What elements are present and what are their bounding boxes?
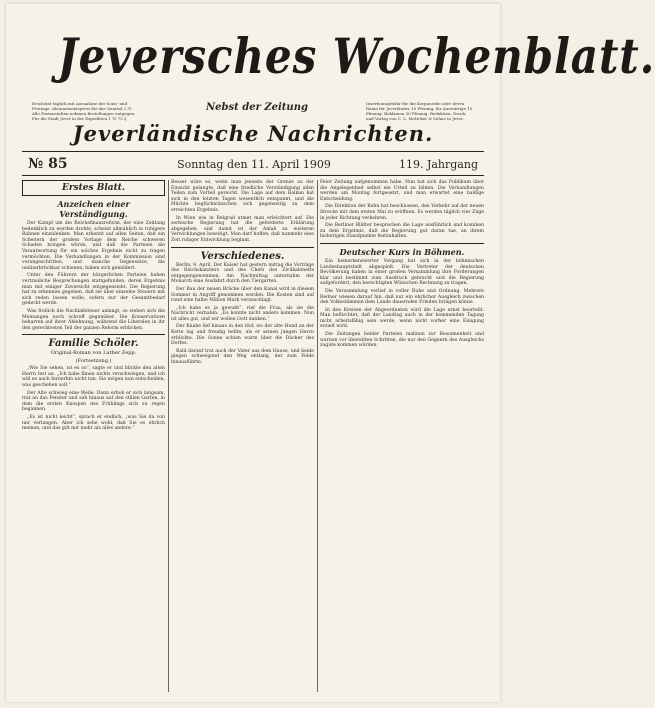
serial-heading: Familie Schöler. [48,338,139,350]
column-divider [168,180,169,692]
serial-paragraph: „Es ist nicht leicht“, sprach er endlich, „was Sie da von mir verlangen. Aber ich sehe wohl, daß Sie es ehrlich meinen, und das gilt mir mehr als alles andere.“ [22,415,165,432]
newspaper-page [6,4,655,702]
article-paragraph: Besser wäre es, wenn man jenseits der Grenze zu der Einsicht gelangte, daß eine friedliche Verständigung allen Teilen zum Vorteil gereicht. Die Lage auf dem Balkan hat sich in den letzten Tagen wesentlich entspannt, und die Mächte beglückwünschen sich gegenseitig zu dem erreichten Ergebnis. [171,180,314,213]
issue-year: 119. Jahrgang [398,158,478,171]
issue-rule [22,175,484,176]
section-box-heading: Erstes Blatt. [22,180,165,196]
news-paragraph: Bald darauf trat auch der Vater aus dem Hause, und beide gingen schweigend den Weg entlang, der zum Felde hinausführte. [171,348,314,366]
masthead-tagline: Nebst der Zeitung [206,102,308,113]
column-1 [22,180,165,692]
news-paragraph: Der Bau der neuen Brücke über den Kanal wird in diesem Sommer in Angriff genommen werden. Die Kosten sind auf rund eine halbe Million Mark veranschlagt. [171,286,314,304]
article-paragraph: In den Kreisen der Abgeordneten wird die Lage ernst beurteilt. Man befürchtet, daß der Landtag auch in der kommenden Tagung nicht arbeitsfähig sein werde, wenn nicht vorher eine Einigung erzielt wird. [320,307,484,330]
article-heading: Anzeichen einer Verständigung. [57,199,130,219]
article-paragraph: Die Zeitungen beider Parteien mahnen zur Besonnenheit und warnen vor übereilten Schritten, die nur den Gegnern des Ausgleichs zugute kommen würden. [320,332,484,349]
article-paragraph: Die Berliner Blätter besprechen die Lage ausführlich und kommen zu dem Ergebnis, daß die Regierung gut daran tue, an ihrem bisherigen Standpunkte festzuhalten. [320,223,484,240]
issue-date: Sonntag den 11. April 1909 [177,158,331,171]
article-paragraph: Was freilich die Nachlaßsteuer anlangt, so stehen sich die Meinungen noch schroff gegenüber. Die Konservativen beharren auf ihrer Ablehnung, während die Liberalen in ihr den gerechtesten Teil der ganzen Reform erblicken. [22,308,165,331]
article-paragraph: Der Kampf um die Reichsfinanzreform, der eine Zeitlang bedenklich zu werden drohte, scheint allmählich in ruhigere Bahnen einzulenken. Man erkennt auf allen Seiten, daß ein Scheitern der großen Vorlage dem Reiche schweren Schaden bringen würde, und daß die Parteien die Verantwortung für ein solches Ergebnis nicht zu tragen vermöchten. Die Verhandlungen in der Kommission sind vorangeschritten, und manche Gegensätze, die unüberbrückbar schienen, haben sich gemildert. [22,221,165,271]
article-paragraph: Die Versammlung verlief in voller Ruhe und Ordnung. Mehrere Redner wiesen darauf hin, daß nur ein ehrlicher Ausgleich zwischen den Volksstämmen dem Lande dauernden Frieden bringen könne. [320,288,484,306]
column-divider [317,180,318,692]
article-paragraph: Ein bemerkenswerter Vorgang hat sich in der böhmischen Landeshauptstadt abgespielt. Die Vertreter der deutschen Bevölkerung haben in einer großen Versammlung ihre Forderungen klar und bestimmt zum Ausdruck gebracht und die Regierung aufgefordert, den berechtigten Wünschen Rechnung zu tragen. [320,258,484,287]
column-3 [320,180,484,692]
section-heading: Verschiedenes. [200,250,285,262]
article-paragraph: Unter den Führern der bürgerlichen Parteien haben vertrauliche Besprechungen stattgefunden, deren Ergebnis man mit einiger Zuversicht entgegensieht. Die Regierung hat zu erkennen gegeben, daß sie über einzelne Steuern mit sich reden lassen wolle, sofern nur der Gesamtbedarf gedeckt werde. [22,273,165,307]
newspaper-masthead: Jeversches Wochenblatt. [57,27,655,85]
column-2 [171,180,314,692]
subscription-notice: Erscheint täglich mit Ausnahme der Sonn- und Festtage. Abonnementspreis für das Quartal 2 ℳ. Alle Postanstalten nehmen Bestellungen entgegen. Für die Stadt Jever in der Expedition 1 ℳ 75 ₰. [32,101,136,121]
serial-paragraph: Der Alte schwieg eine Weile. Dann erhob er sich langsam, trat an das Fenster und sah hinaus auf den stillen Garten, in dem die ersten Knospen des Frühlings sich zu regen begannen. [22,390,165,413]
article-paragraph: Feier Zeitung aufgenommen habe. Nun hat sich das Publikum über die Angelegenheit selbst ein Urteil zu bilden. Die Verhandlungen werden am Montag fortgesetzt, und man erwartet eine baldige Entscheidung. [320,180,484,202]
serial-byline: Original-Roman von Luther Zepp. [50,350,137,357]
issue-info-row [28,156,478,176]
top-rule [22,151,484,152]
section-separator [22,334,165,335]
article-heading: Deutscher Kurs in Böhmen. [339,246,465,257]
article-paragraph: In Wien wie in Belgrad atmet man erleichtert auf. Die serbische Regierung hat die geforderte Erklärung abgegeben, und damit ist der Anlaß zu weiteren Verwicklungen beseitigt. Man darf hoffen, daß nunmehr eine Zeit ruhiger Entwicklung beginnt. [171,215,314,243]
article-paragraph: Die Direktion der Bahn hat beschlossen, den Verkehr auf der neuen Strecke mit dem ersten Mai zu eröffnen. Es werden täglich vier Züge in jeder Richtung verkehren. [320,204,484,221]
section-separator [320,243,484,244]
news-paragraph: „Ich habe es ja gewußt“, rief die Frau, als sie die Nachricht vernahm. „Es konnte nicht anders kommen. Nun ist alles gut, und wir wollen Gott danken.“ [171,305,314,322]
news-paragraph: Der Knabe lief hinaus in den Hof, wo der alte Hund an der Kette lag und freudig bellte, als er seinen jungen Herrn erblickte. Die Sonne schien warm über die Dächer des Dorfes. [171,324,314,347]
serial-paragraph: „Wie Sie sehen, ist es so“, sagte er und blickte den alten Herrn fest an. „Ich habe Ihnen nichts verschwiegen, und ich will es auch fernerhin nicht tun. Sie mögen nun entscheiden, was geschehen soll.“ [22,366,165,389]
news-paragraph: Berlin, 9. April. Der Kaiser hat gestern mittag die Vorträge des Reichskanzlers und des Chefs des Zivilkabinetts entgegengenommen. Am Nachmittag unternahm der Monarch eine Ausfahrt durch den Tiergarten. [171,262,314,285]
issue-number: № 85 [28,156,68,172]
section-separator [171,247,314,248]
serial-continuation: (Fortsetzung.) [75,358,112,365]
newspaper-subtitle: Jeverländische Nachrichten. [72,121,434,146]
advertising-notice: Insertionsgebühr für die Korpuszeile oder deren Raum für Jeverländer 10 Pfennig, für Auswärtige 15 Pfennig. Reklamen 30 Pfennig. Redaktion, Druck und Verlag von C. L. Mettcker & Söhne in Jever. [366,101,473,121]
